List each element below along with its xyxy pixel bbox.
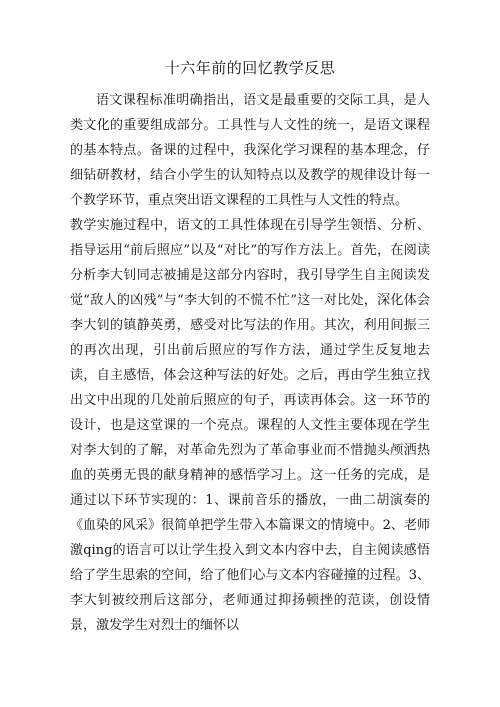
paragraph-1: 语文课程标准明确指出，语文是最重要的交际工具，是人类文化的重要组成部分。工具性与人文性的统一，是语文课程的基本特点。备课的过程中，我深化学习课程的基本理念，仔细钻研教材，结合小学生的认知特点以及教学的规律设计每一个教学环节，重点突出语文课程的工具性与人文性的特点。 xyxy=(70,93,430,208)
document-page xyxy=(70,58,430,638)
paragraph-2: 教学实施过程中，语文的工具性体现在引导学生领悟、分析、指导运用“前后照应”以及“对比”的写作方法上。首先，在阅读分析李大钊同志被捕是这部分内容时，我引导学生自主阅读发觉“敌人的凶残”与“李大钊的不慌不忙”这一对比处，深化体会李大钊的镇静英勇，感受对比写法的作用。其次，利用间振三的再次出现，引出前后照应的写作方法，通过学生反复地去读，自主感悟，体会这种写法的好处。之后，再由学生独立找出文中出现的几处前后照应的句子，再读再体会。这一环节的设计，也是这堂课的一个亮点。课程的人文性主要体现在学生对李大钊的了解，对革命先烈为了革命事业而不惜抛头颅洒热血的英勇无畏的献身精神的感悟学习上。这一任务的完成，是通过以下环节实现的：1、课前音乐的播放，一曲二胡演奏的《血染的风采》很简单把学生带入本篇课文的情境中。2、老师激qing的语言可以让学生投入到文本内容中去，自主阅读感悟给了学生思索的空间，给了他们心与文本内容碰撞的过程。3、李大钊被绞刑后这部分，老师通过抑扬顿挫的范读，创设情景，激发学生对烈士的缅怀以 xyxy=(70,218,430,633)
document-title: 十六年前的回忆教学反思 xyxy=(164,59,336,77)
